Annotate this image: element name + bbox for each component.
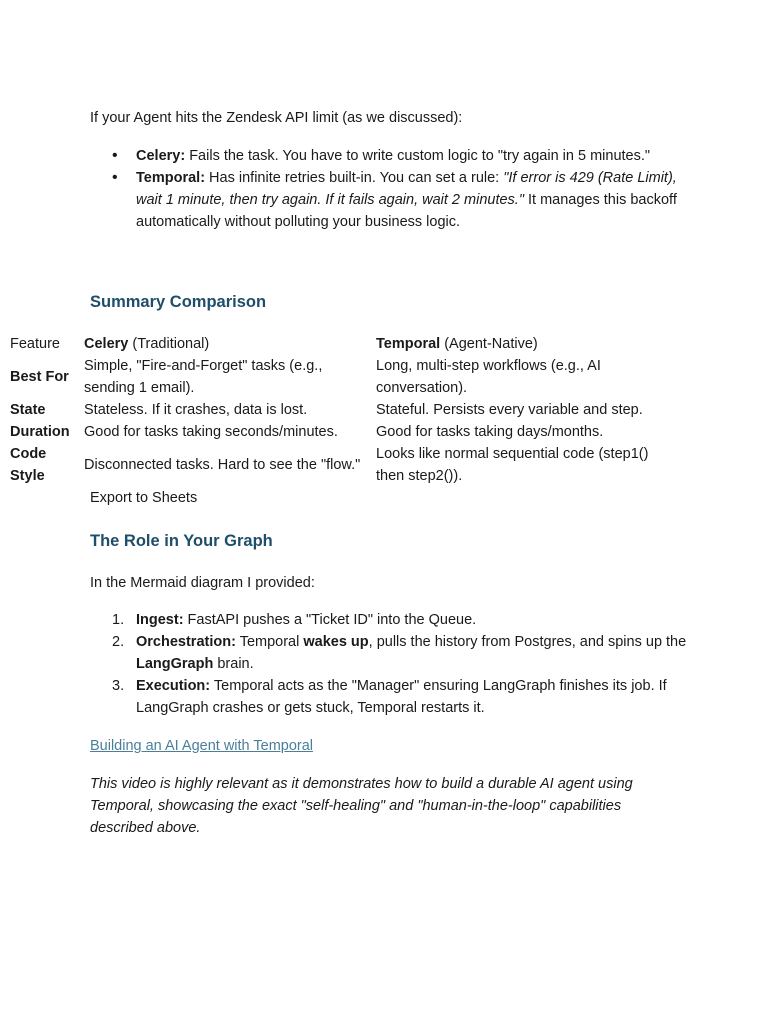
row-feature — [8, 421, 82, 443]
list-item — [136, 167, 690, 233]
row-feature — [8, 399, 82, 421]
row-temporal: Good for tasks taking days/months. — [376, 424, 604, 440]
intro-paragraph: If your Agent hits the Zendesk API limit (as we discussed): — [90, 110, 463, 126]
step-emphasis: wakes up — [303, 634, 369, 650]
step-text: FastAPI pushes a "Ticket ID" into the Queue. — [183, 612, 477, 628]
bullet-tail-text: It manages this backoff automatically without polluting your business logic. — [136, 192, 677, 230]
bullet-italic-rule: "If error is 429 (Rate Limit), wait 1 minute, then try again. If it fails again, wait 2 minutes." — [136, 170, 677, 208]
header-celery-bold: Celery — [84, 336, 129, 352]
step-text: Temporal — [235, 634, 304, 650]
step-number: 2. — [112, 634, 125, 650]
step-label: Orchestration: — [136, 634, 236, 650]
step-text: brain. — [213, 656, 254, 672]
table-row — [8, 443, 674, 487]
step-text: , pulls the history from Postgres, and spins up the — [368, 634, 687, 650]
row-celery: Disconnected tasks. Hard to see the "flow." — [84, 457, 361, 473]
step-text: Temporal acts as the "Manager" ensuring LangGraph finishes its job. If LangGraph crashes or gets stuck, Temporal restarts it. — [136, 678, 667, 716]
table-header-row — [8, 333, 674, 355]
row-feature — [8, 355, 82, 399]
row-feature-label: Code Style — [10, 446, 47, 484]
mermaid-intro-paragraph: In the Mermaid diagram I provided: — [90, 575, 315, 591]
row-celery: Stateless. If it crashes, data is lost. — [84, 402, 308, 418]
header-temporal-rest: (Agent-Native) — [440, 336, 538, 352]
row-feature — [8, 443, 82, 487]
summary-heading: Summary Comparison — [90, 293, 267, 311]
row-celery: Good for tasks taking seconds/minutes. — [84, 424, 338, 440]
comparison-table — [8, 333, 674, 487]
row-temporal: Stateful. Persists every variable and step. — [376, 402, 643, 418]
list-item — [112, 631, 690, 675]
table-row — [8, 399, 674, 421]
role-heading: The Role in Your Graph — [90, 532, 273, 550]
step-label: Ingest: — [136, 612, 184, 628]
table-row — [8, 355, 674, 399]
video-link[interactable]: Building an AI Agent with Temporal — [90, 738, 314, 754]
export-to-sheets-button[interactable]: Export to Sheets — [90, 490, 198, 506]
retry-bullet-list — [90, 145, 690, 233]
row-feature-label: State — [10, 402, 46, 418]
row-temporal: Looks like normal sequential code (step1() then step2()). — [376, 446, 649, 484]
video-note-paragraph: This video is highly relevant as it demonstrates how to build a durable AI agent using Temporal, showcasing the exact "self-healing" and "human-in-the-loop" capabilities described above. — [90, 776, 633, 836]
row-feature-label: Duration — [10, 424, 70, 440]
table-row — [8, 421, 674, 443]
header-temporal — [374, 333, 674, 355]
bullet-text: Has infinite retries built-in. You can set a rule: — [205, 170, 504, 186]
step-number: 3. — [112, 678, 125, 694]
header-celery — [82, 333, 374, 355]
row-temporal: Long, multi-step workflows (e.g., AI conversation). — [376, 358, 601, 396]
header-celery-rest: (Traditional) — [128, 336, 210, 352]
row-feature-label: Best For — [10, 369, 69, 385]
list-item — [136, 145, 690, 167]
list-item — [112, 609, 690, 631]
bullet-text: Fails the task. You have to write custom logic to "try again in 5 minutes." — [185, 148, 651, 164]
header-temporal-bold: Temporal — [376, 336, 441, 352]
row-celery: Simple, "Fire-and-Forget" tasks (e.g., sending 1 email). — [84, 358, 323, 396]
step-label: Execution: — [136, 678, 211, 694]
header-feature: Feature — [10, 336, 60, 352]
step-number: 1. — [112, 612, 125, 628]
graph-steps-list — [90, 609, 690, 719]
list-item — [112, 675, 690, 719]
bullet-label: Temporal: — [136, 170, 206, 186]
step-emphasis: LangGraph — [136, 656, 214, 672]
bullet-label: Celery: — [136, 148, 186, 164]
